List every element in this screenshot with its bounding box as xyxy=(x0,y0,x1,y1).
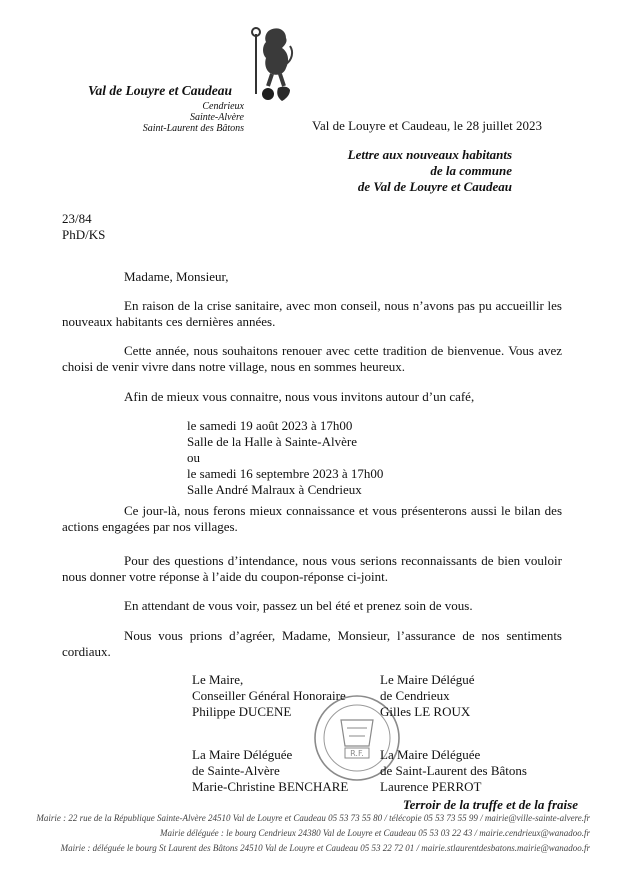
subject-line: Lettre aux nouveaux habitants xyxy=(347,147,512,162)
signature-name: Gilles LE ROUX xyxy=(380,704,471,719)
seal-center-text: R.F. xyxy=(350,749,364,758)
signature-title: Le Maire Délégué xyxy=(380,672,475,687)
paragraph: Ce jour-là, nous ferons mieux connaissance et vous présenterons aussi le bilan des actions engagées par nos villages. xyxy=(62,503,562,534)
event-line: le samedi 16 septembre 2023 à 17h00 xyxy=(187,466,384,481)
paragraph: En attendant de vous voir, passez un bel été et prenez soin de vous. xyxy=(124,598,473,613)
salutation: Madame, Monsieur, xyxy=(124,269,229,284)
signature-block-mayor xyxy=(192,672,346,720)
signature-name: Marie-Christine BENCHARE xyxy=(192,779,349,794)
commune-name: Val de Louyre et Caudeau xyxy=(88,83,232,98)
event-line: le samedi 19 août 2023 à 17h00 xyxy=(187,418,353,433)
village-name: Saint-Laurent des Bâtons xyxy=(142,123,244,134)
signature-title: Le Maire, xyxy=(192,672,244,687)
signature-name: Philippe DUCENE xyxy=(192,704,292,719)
paragraph: En raison de la crise sanitaire, avec mon conseil, nous n’avons pas pu accueillir les nouveaux habitants ces dernières années. xyxy=(62,298,562,329)
signature-title: de Saint-Laurent des Bâtons xyxy=(380,763,527,778)
subject-line: de la commune xyxy=(430,163,512,178)
signature-block-saint-laurent xyxy=(380,747,527,795)
paragraph: Cette année, nous souhaitons renouer avec cette tradition de bienvenue. Vous avez choisi de venir vivre dans notre village, nous en sommes heureux. xyxy=(62,343,562,374)
event-line: ou xyxy=(187,450,200,465)
signature-block-sainte-alvere xyxy=(192,747,348,795)
footer-line: Mairie déléguée : le bourg Cendrieux 24380 Val de Louyre et Caudeau 05 53 03 22 43 / mairie.cendrieux@wanadoo.fr xyxy=(159,828,590,838)
village-name: Cendrieux xyxy=(202,101,244,112)
signature-name: Laurence PERROT xyxy=(380,779,482,794)
signature-title: de Cendrieux xyxy=(380,688,450,703)
signature-block-cendrieux xyxy=(380,672,475,720)
signature-title: La Maire Déléguée xyxy=(380,747,481,762)
date-line: Val de Louyre et Caudeau, le 28 juillet 2023 xyxy=(312,118,542,133)
paragraph: Afin de mieux vous connaitre, nous vous invitons autour d’un café, xyxy=(124,389,475,404)
lion-with-key-and-truffle-logo xyxy=(248,24,296,102)
event-line: Salle de la Halle à Sainte-Alvère xyxy=(187,434,358,449)
reference xyxy=(62,211,105,243)
letter-subject xyxy=(300,147,512,195)
event-details xyxy=(187,418,383,498)
paragraph: Pour des questions d’intendance, nous vous serions reconnaissants de bien vouloir nous donner votre réponse à l’aide du coupon-réponse ci-joint. xyxy=(62,553,562,584)
tagline: Terroir de la truffe et de la fraise xyxy=(402,797,578,812)
villages-list xyxy=(124,101,244,134)
paragraph: Nous vous prions d’agréer, Madame, Monsieur, l’assurance de nos sentiments cordiaux. xyxy=(62,628,562,659)
footer-line: Mairie : déléguée le bourg St Laurent des Bâtons 24510 Val de Louyre et Caudeau 05 53 22 72 01 / mairie.stlaurentdesbatons.mairie@wanadoo.fr xyxy=(60,843,590,853)
village-name: Sainte-Alvère xyxy=(189,112,244,123)
lion-icon xyxy=(248,24,296,102)
reference-number: 23/84 xyxy=(62,211,92,226)
subject-line: de Val de Louyre et Caudeau xyxy=(357,179,512,194)
signature-title: La Maire Déléguée xyxy=(192,747,293,762)
event-line: Salle André Malraux à Cendrieux xyxy=(187,482,362,497)
reference-initials: PhD/KS xyxy=(62,227,106,242)
signature-title: de Sainte-Alvère xyxy=(192,763,280,778)
footer-line: Mairie : 22 rue de la République Sainte-Alvère 24510 Val de Louyre et Caudeau 05 53 73 55 80 / télécopie 05 53 73 55 99 / mairie@ville-sainte-alvere.fr xyxy=(36,813,590,823)
signature-title: Conseiller Général Honoraire xyxy=(192,688,346,703)
